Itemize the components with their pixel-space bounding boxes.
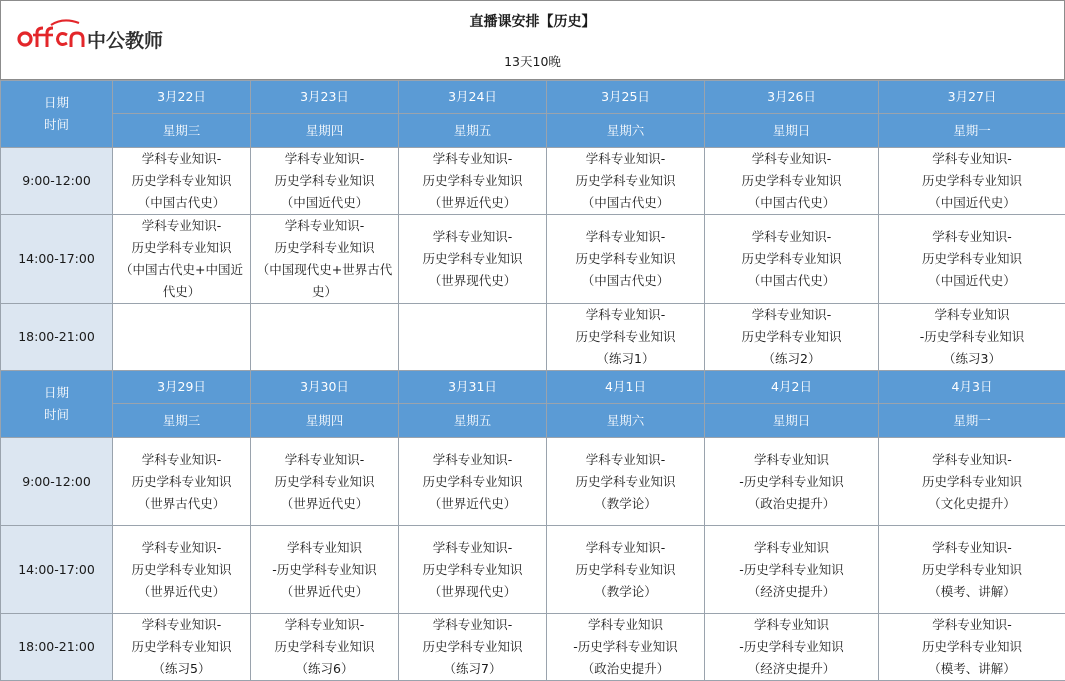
course-cell [879, 215, 1065, 304]
course-text-line: （模考、讲解） [879, 658, 1065, 680]
course-text-line: 学科专业知识- [113, 215, 250, 237]
course-text-line: 历史学科专业知识 [113, 237, 250, 259]
course-text-line: （中国古代史） [705, 270, 878, 292]
course-text-line: 历史学科专业知识 [705, 248, 878, 270]
course-text-line: 历史学科专业知识 [251, 471, 398, 493]
session-row [1, 526, 1065, 614]
course-cell [251, 614, 399, 681]
course-text-line: 历史学科专业知识 [879, 636, 1065, 658]
course-text-line: 历史学科专业知识 [251, 636, 398, 658]
weekday-cell: 星期六 [547, 404, 705, 438]
course-text-line: 历史学科专业知识 [547, 471, 704, 493]
corner-label-line1: 日期 [1, 92, 112, 114]
course-text-line: 历史学科专业知识 [879, 170, 1065, 192]
course-cell [251, 526, 399, 614]
page-title: 直播课安排【历史】 [1, 11, 1064, 31]
course-cell [879, 148, 1065, 215]
date-cell: 3月22日 [113, 81, 251, 114]
course-cell [113, 148, 251, 215]
course-text-line: 历史学科专业知识 [113, 471, 250, 493]
course-text-line: 学科专业知识- [705, 304, 878, 326]
course-text-line: （文化史提升） [879, 493, 1065, 515]
time-slot-cell: 9:00-12:00 [1, 438, 113, 526]
course-cell [879, 526, 1065, 614]
course-text-line: 历史学科专业知识 [879, 559, 1065, 581]
course-text-line: 历史学科专业知识 [399, 170, 546, 192]
weekday-header-row [1, 114, 1065, 148]
course-cell [705, 614, 879, 681]
course-cell [113, 614, 251, 681]
date-cell: 4月2日 [705, 371, 879, 404]
course-cell [705, 148, 879, 215]
logo-text: 中公教师 [87, 26, 163, 53]
session-row [1, 148, 1065, 215]
course-text-line: （政治史提升） [705, 493, 878, 515]
page-header [0, 0, 1065, 80]
course-text-line: 学科专业知识 [251, 537, 398, 559]
course-text-line: 历史学科专业知识 [705, 170, 878, 192]
course-text-line: 学科专业知识- [879, 614, 1065, 636]
course-text-line: -历史学科专业知识 [705, 471, 878, 493]
course-text-line: （中国近代史） [879, 270, 1065, 292]
corner-label [1, 371, 113, 438]
course-text-line: 历史学科专业知识 [251, 237, 398, 259]
course-text-line: （世界近代史） [399, 493, 546, 515]
course-text-line: 学科专业知识- [399, 537, 546, 559]
date-cell: 3月31日 [399, 371, 547, 404]
course-text-line: 历史学科专业知识 [879, 248, 1065, 270]
course-text-line: （练习7） [399, 658, 546, 680]
course-cell [251, 304, 399, 371]
course-text-line: -历史学科专业知识 [705, 559, 878, 581]
date-cell: 3月24日 [399, 81, 547, 114]
course-text-line: （世界近代史） [113, 581, 250, 603]
course-text-line: 学科专业知识- [399, 226, 546, 248]
course-text-line: -历史学科专业知识 [879, 326, 1065, 348]
course-text-line: （练习2） [705, 348, 878, 370]
course-text-line: 学科专业知识- [251, 148, 398, 170]
course-text-line: 历史学科专业知识 [547, 559, 704, 581]
weekday-cell: 星期日 [705, 114, 879, 148]
date-cell: 3月23日 [251, 81, 399, 114]
course-text-line: （世界现代史） [399, 581, 546, 603]
course-text-line: （世界近代史） [399, 192, 546, 214]
date-cell: 3月29日 [113, 371, 251, 404]
course-text-line: 学科专业知识- [399, 148, 546, 170]
session-row [1, 614, 1065, 681]
course-text-line: 代史） [113, 281, 250, 303]
course-text-line: （经济史提升） [705, 658, 878, 680]
session-row [1, 304, 1065, 371]
course-cell [705, 304, 879, 371]
time-slot-cell: 14:00-17:00 [1, 526, 113, 614]
course-text-line: 学科专业知识- [113, 614, 250, 636]
course-text-line: （中国现代史+世界古代 [251, 259, 398, 281]
date-cell: 3月25日 [547, 81, 705, 114]
course-text-line: （练习6） [251, 658, 398, 680]
course-text-line: 历史学科专业知识 [251, 170, 398, 192]
course-text-line: （世界近代史） [251, 493, 398, 515]
weekday-cell: 星期日 [705, 404, 879, 438]
course-cell [399, 526, 547, 614]
course-cell [547, 526, 705, 614]
course-cell [547, 148, 705, 215]
course-text-line: （教学论） [547, 493, 704, 515]
course-text-line: 学科专业知识- [879, 537, 1065, 559]
course-text-line: 学科专业知识- [547, 449, 704, 471]
course-cell [879, 614, 1065, 681]
date-cell: 3月27日 [879, 81, 1065, 114]
course-text-line: （中国古代史） [705, 192, 878, 214]
session-row [1, 215, 1065, 304]
course-text-line: 历史学科专业知识 [547, 326, 704, 348]
course-text-line: 学科专业知识- [251, 614, 398, 636]
course-text-line: 史） [251, 281, 398, 303]
course-text-line: （练习3） [879, 348, 1065, 370]
course-text-line: -历史学科专业知识 [705, 636, 878, 658]
corner-label-line1: 日期 [1, 382, 112, 404]
course-text-line: （练习1） [547, 348, 704, 370]
corner-label-line2: 时间 [1, 404, 112, 426]
date-cell: 3月30日 [251, 371, 399, 404]
course-cell [113, 526, 251, 614]
course-cell [251, 438, 399, 526]
course-text-line: （教学论） [547, 581, 704, 603]
course-cell [251, 148, 399, 215]
corner-label-line2: 时间 [1, 114, 112, 136]
course-cell [547, 215, 705, 304]
course-cell [399, 438, 547, 526]
course-text-line: （中国近代史） [251, 192, 398, 214]
course-text-line: 历史学科专业知识 [113, 170, 250, 192]
course-text-line: 学科专业知识- [547, 226, 704, 248]
course-text-line: 学科专业知识- [251, 449, 398, 471]
course-cell [113, 438, 251, 526]
course-text-line: 学科专业知识- [879, 148, 1065, 170]
time-slot-cell: 18:00-21:00 [1, 304, 113, 371]
date-header-row [1, 81, 1065, 114]
weekday-cell: 星期一 [879, 404, 1065, 438]
date-cell: 4月1日 [547, 371, 705, 404]
course-text-line: 历史学科专业知识 [113, 559, 250, 581]
course-text-line: （中国古代史+中国近 [113, 259, 250, 281]
course-text-line: 学科专业知识 [547, 614, 704, 636]
course-cell [251, 215, 399, 304]
course-text-line: 学科专业知识- [113, 148, 250, 170]
course-cell [879, 304, 1065, 371]
schedule-table [0, 80, 1065, 681]
time-slot-cell: 18:00-21:00 [1, 614, 113, 681]
weekday-cell: 星期五 [399, 404, 547, 438]
course-text-line: -历史学科专业知识 [547, 636, 704, 658]
course-text-line: （中国近代史） [879, 192, 1065, 214]
course-text-line: （练习5） [113, 658, 250, 680]
course-cell [547, 304, 705, 371]
course-text-line: 历史学科专业知识 [399, 248, 546, 270]
course-cell [547, 614, 705, 681]
course-text-line: 学科专业知识- [879, 449, 1065, 471]
weekday-cell: 星期四 [251, 114, 399, 148]
course-text-line: （中国古代史） [113, 192, 250, 214]
page-subtitle: 13天10晚 [1, 52, 1064, 70]
course-text-line: 学科专业知识- [113, 537, 250, 559]
course-text-line: （世界近代史） [251, 581, 398, 603]
weekday-cell: 星期四 [251, 404, 399, 438]
date-cell: 3月26日 [705, 81, 879, 114]
course-text-line: （中国古代史） [547, 192, 704, 214]
course-text-line: 学科专业知识 [705, 614, 878, 636]
course-text-line: 学科专业知识- [547, 148, 704, 170]
time-slot-cell: 14:00-17:00 [1, 215, 113, 304]
course-text-line: 历史学科专业知识 [705, 326, 878, 348]
course-text-line: -历史学科专业知识 [251, 559, 398, 581]
weekday-header-row [1, 404, 1065, 438]
weekday-cell: 星期六 [547, 114, 705, 148]
course-text-line: 学科专业知识- [113, 449, 250, 471]
course-text-line: 历史学科专业知识 [547, 170, 704, 192]
weekday-cell: 星期三 [113, 404, 251, 438]
course-text-line: 学科专业知识- [547, 304, 704, 326]
course-text-line: 历史学科专业知识 [113, 636, 250, 658]
weekday-cell: 星期三 [113, 114, 251, 148]
date-cell: 4月3日 [879, 371, 1065, 404]
course-cell [547, 438, 705, 526]
course-text-line: （中国古代史） [547, 270, 704, 292]
course-cell [705, 526, 879, 614]
course-text-line: 学科专业知识- [879, 226, 1065, 248]
weekday-cell: 星期一 [879, 114, 1065, 148]
session-row [1, 438, 1065, 526]
course-text-line: 学科专业知识- [399, 614, 546, 636]
course-cell [399, 304, 547, 371]
weekday-cell: 星期五 [399, 114, 547, 148]
course-text-line: 历史学科专业知识 [399, 471, 546, 493]
course-text-line: 学科专业知识- [547, 537, 704, 559]
course-cell [399, 614, 547, 681]
course-text-line: 历史学科专业知识 [879, 471, 1065, 493]
course-text-line: （世界现代史） [399, 270, 546, 292]
course-cell [705, 215, 879, 304]
course-text-line: （世界古代史） [113, 493, 250, 515]
course-cell [879, 438, 1065, 526]
time-slot-cell: 9:00-12:00 [1, 148, 113, 215]
date-header-row [1, 371, 1065, 404]
course-text-line: 学科专业知识- [399, 449, 546, 471]
corner-label [1, 81, 113, 148]
course-text-line: 学科专业知识 [879, 304, 1065, 326]
course-text-line: 学科专业知识- [705, 226, 878, 248]
course-text-line: 历史学科专业知识 [547, 248, 704, 270]
course-cell [399, 215, 547, 304]
course-text-line: （经济史提升） [705, 581, 878, 603]
course-text-line: 历史学科专业知识 [399, 636, 546, 658]
course-cell [113, 304, 251, 371]
course-text-line: 学科专业知识- [251, 215, 398, 237]
course-text-line: 学科专业知识- [705, 148, 878, 170]
course-text-line: 历史学科专业知识 [399, 559, 546, 581]
course-text-line: 学科专业知识 [705, 537, 878, 559]
course-text-line: （政治史提升） [547, 658, 704, 680]
course-text-line: 学科专业知识 [705, 449, 878, 471]
course-cell [399, 148, 547, 215]
course-text-line: （模考、讲解） [879, 581, 1065, 603]
course-cell [113, 215, 251, 304]
course-cell [705, 438, 879, 526]
